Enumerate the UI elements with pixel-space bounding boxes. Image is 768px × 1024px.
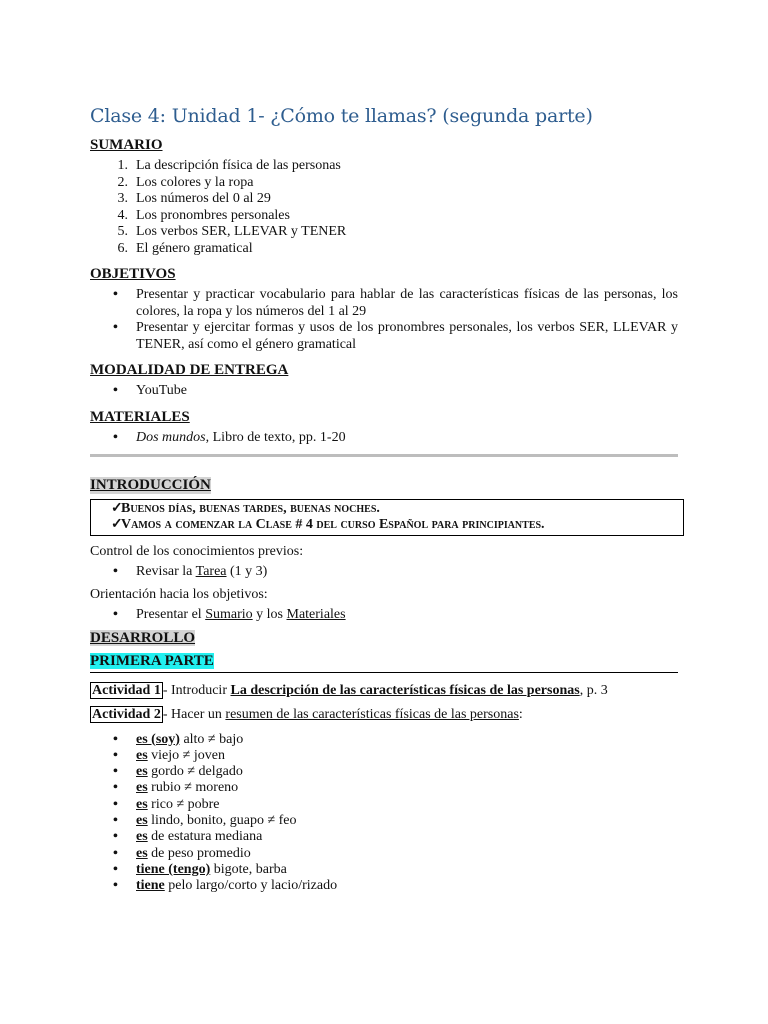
greeting-box bbox=[90, 499, 684, 536]
verb: es bbox=[136, 829, 148, 845]
checklist-text: Buenos días, buenas tardes, buenas noches. bbox=[121, 500, 380, 516]
list-item bbox=[90, 748, 678, 764]
activity-1-topic: La descripción de las características físicas de las personas bbox=[230, 682, 580, 698]
activity-text: : bbox=[518, 707, 523, 722]
modalidad-list bbox=[90, 383, 678, 400]
list-item bbox=[90, 813, 678, 829]
verb: es (soy) bbox=[136, 731, 180, 747]
tarea-link[interactable]: Tarea bbox=[195, 564, 227, 579]
sumario-heading: SUMARIO bbox=[90, 137, 163, 153]
verb: es bbox=[136, 796, 148, 812]
list-number: 5. bbox=[117, 224, 128, 239]
verb: tiene bbox=[136, 878, 165, 894]
list-number: 3. bbox=[117, 191, 128, 206]
list-item bbox=[90, 862, 678, 878]
activity-1 bbox=[90, 683, 678, 700]
list-item bbox=[90, 829, 678, 845]
verb: es bbox=[136, 764, 148, 780]
page-title: Clase 4: Unidad 1- ¿Cómo te llamas? (segunda parte) bbox=[90, 105, 593, 127]
list-item bbox=[90, 208, 678, 225]
verb: tiene (tengo) bbox=[136, 861, 211, 877]
list-item bbox=[90, 797, 678, 813]
list-text: y los bbox=[252, 607, 287, 622]
materiales-list bbox=[90, 430, 678, 447]
activity-text: - Hacer un bbox=[162, 707, 226, 722]
document-page bbox=[90, 100, 678, 894]
list-item bbox=[90, 175, 678, 192]
list-number: 1. bbox=[117, 158, 128, 173]
list-item bbox=[90, 158, 678, 175]
list-item bbox=[90, 764, 678, 780]
description-text: pelo largo/corto y lacio/rizado bbox=[164, 878, 338, 894]
sumario-list bbox=[90, 158, 678, 257]
list-item: • YouTube bbox=[90, 383, 678, 400]
list-text: Los números del 0 al 29 bbox=[136, 191, 271, 206]
verb: es bbox=[136, 780, 148, 796]
orientacion-list bbox=[90, 607, 678, 624]
materiales-heading: MATERIALES bbox=[90, 408, 190, 425]
list-item bbox=[90, 846, 678, 862]
book-details: , Libro de texto, pp. 1-20 bbox=[205, 429, 346, 445]
list-item bbox=[90, 430, 678, 447]
verb: es bbox=[136, 747, 148, 763]
checklist-item bbox=[97, 517, 683, 533]
description-text: lindo, bonito, guapo ≠ feo bbox=[147, 812, 297, 828]
list-item bbox=[90, 607, 678, 624]
list-item: • Presentar y ejercitar formas y usos de los pronombres personales, los verbos SER, LLEVAR y TENER, así como el género gramatical bbox=[90, 320, 678, 353]
activity-1-label: Actividad 1 bbox=[92, 682, 161, 698]
list-number: 6. bbox=[117, 240, 128, 256]
list-text: Los verbos SER, LLEVAR y TENER bbox=[136, 224, 347, 239]
activity-2 bbox=[90, 707, 678, 724]
section-divider bbox=[90, 454, 678, 457]
introduccion-heading: INTRODUCCIÓN bbox=[90, 477, 211, 493]
description-text: rubio ≠ moreno bbox=[147, 780, 239, 796]
orientacion-label: Orientación hacia los objetivos: bbox=[90, 586, 268, 602]
list-item bbox=[90, 878, 678, 894]
check-icon: ✓ bbox=[111, 500, 123, 516]
description-text: rico ≠ pobre bbox=[147, 796, 220, 812]
primera-parte-heading: PRIMERA PARTE bbox=[90, 653, 214, 669]
resumen-link[interactable]: resumen de las características físicas de las personas bbox=[225, 707, 519, 722]
description-text: viejo ≠ joven bbox=[147, 747, 225, 763]
activity-2-label: Actividad 2 bbox=[92, 707, 161, 722]
activity-text: - Introducir bbox=[162, 682, 231, 698]
list-text: El género gramatical bbox=[136, 240, 253, 256]
list-text: La descripción física de las personas bbox=[136, 158, 341, 173]
list-item bbox=[90, 780, 678, 796]
control-list bbox=[90, 564, 678, 581]
modalidad-heading: MODALIDAD DE ENTREGA bbox=[90, 362, 289, 378]
sumario-link[interactable]: Sumario bbox=[205, 607, 253, 622]
list-number: 4. bbox=[117, 207, 128, 223]
description-text: bigote, barba bbox=[210, 861, 287, 877]
list-item: • Presentar y practicar vocabulario para hablar de las características físicas de las personas, los colores, la ropa y los números del 1 al 29 bbox=[90, 287, 678, 320]
list-text: Los colores y la ropa bbox=[136, 174, 254, 190]
description-text: de estatura mediana bbox=[147, 829, 263, 845]
list-item bbox=[90, 732, 678, 748]
control-label: Control de los conocimientos previos: bbox=[90, 543, 304, 559]
list-item bbox=[90, 241, 678, 258]
check-icon: ✓ bbox=[111, 516, 123, 532]
checklist-item bbox=[97, 501, 683, 517]
list-item bbox=[90, 224, 678, 241]
description-text: alto ≠ bajo bbox=[179, 731, 244, 747]
list-text: (1 y 3) bbox=[226, 564, 268, 579]
list-text: Presentar el bbox=[136, 607, 206, 622]
list-text: Los pronombres personales bbox=[136, 207, 290, 223]
activity-text: , p. 3 bbox=[579, 682, 608, 698]
list-number: 2. bbox=[117, 174, 128, 190]
list-text: Revisar la bbox=[136, 564, 196, 579]
checklist-text: Vamos a comenzar la Clase # 4 del curso Español para principiantes. bbox=[121, 516, 545, 532]
description-list bbox=[90, 732, 678, 895]
materiales-link[interactable]: Materiales bbox=[286, 607, 346, 622]
desarrollo-heading: DESARROLLO bbox=[90, 629, 196, 646]
book-title: Dos mundos bbox=[136, 429, 206, 445]
objetivos-heading: OBJETIVOS bbox=[90, 266, 176, 282]
objetivos-list bbox=[90, 287, 678, 353]
description-text: gordo ≠ delgado bbox=[147, 764, 243, 780]
list-item bbox=[90, 564, 678, 581]
description-text: de peso promedio bbox=[147, 845, 251, 861]
verb: es bbox=[136, 812, 148, 828]
verb: es bbox=[136, 845, 148, 861]
list-item bbox=[90, 191, 678, 208]
primera-parte-row bbox=[90, 653, 678, 673]
